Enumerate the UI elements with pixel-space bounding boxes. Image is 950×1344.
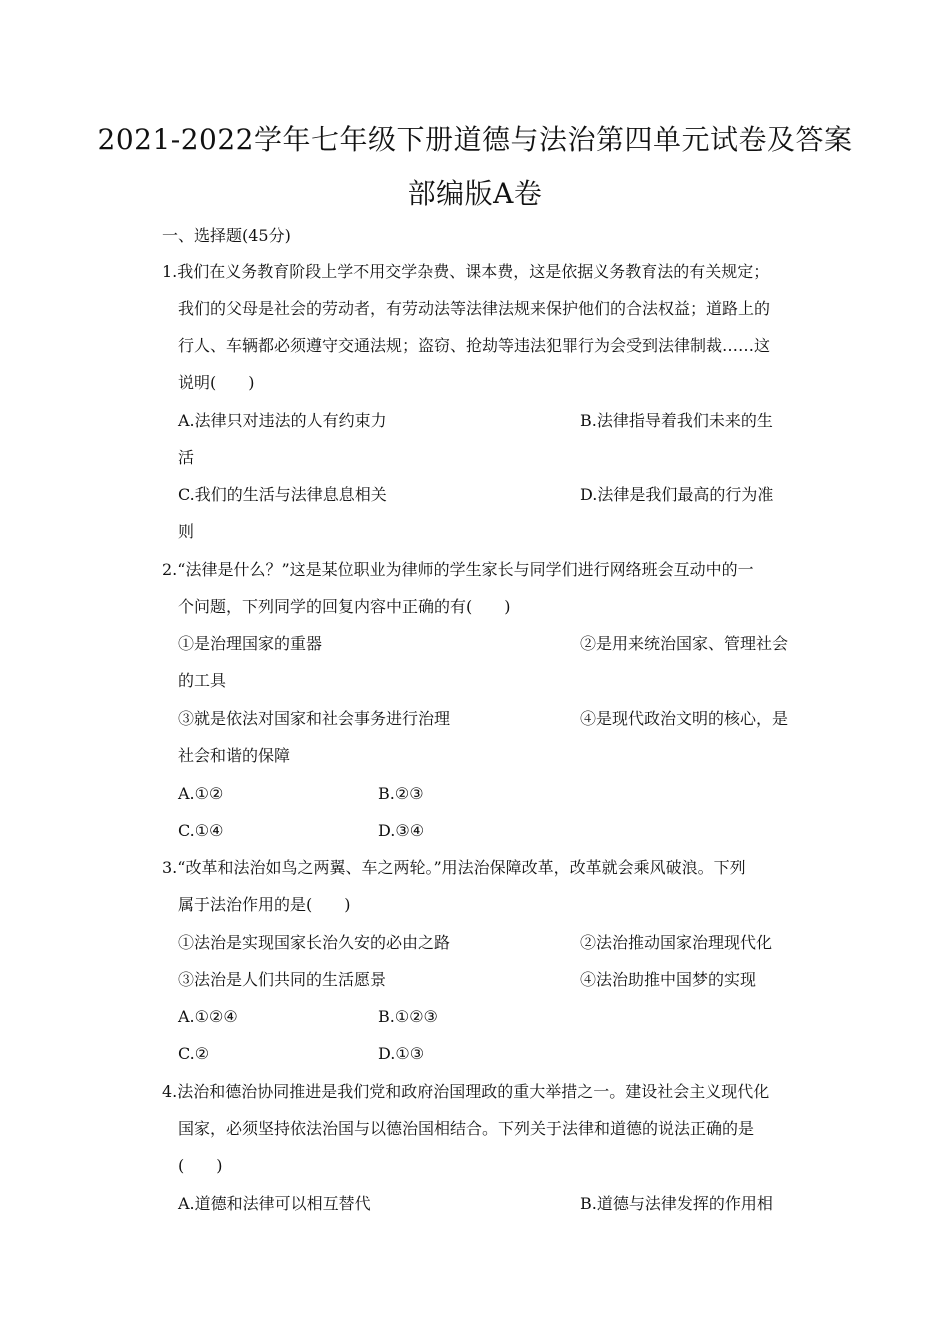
question-3-option-b: B.①②③ — [378, 1007, 438, 1026]
question-1-line-1: 1.我们在义务教育阶段上学不用交学杂费、课本费，这是依据义务教育法的有关规定； — [162, 262, 770, 281]
question-2-statement-1: ①是治理国家的重器 — [178, 634, 323, 653]
question-3-line-2: 属于法治作用的是( ) — [178, 895, 351, 914]
question-1-line-2: 我们的父母是社会的劳动者，有劳动法等法律法规来保护他们的合法权益；道路上的 — [178, 299, 771, 318]
question-3-statement-4: ④法治助推中国梦的实现 — [580, 970, 757, 989]
question-2-statement-4: ④是现代政治文明的核心，是 — [580, 709, 789, 728]
question-2-line-1: 2.“法律是什么？”这是某位职业为律师的学生家长与同学们进行网络班会互动中的一 — [162, 560, 754, 579]
question-3-statement-1: ①法治是实现国家长治久安的必由之路 — [178, 933, 451, 952]
question-2-statement-2: ②是用来统治国家、管理社会 — [580, 634, 789, 653]
question-3-option-d: D.①③ — [378, 1044, 425, 1063]
section-heading: 一、选择题(45分) — [162, 226, 291, 245]
question-1-option-a: A.法律只对违法的人有约束力 — [178, 411, 387, 430]
question-2-option-b: B.②③ — [378, 784, 424, 803]
question-2-line-2: 个问题，下列同学的回复内容中正确的有( ) — [178, 597, 511, 616]
question-2-option-c: C.①④ — [178, 821, 224, 840]
question-4-option-a: A.道德和法律可以相互替代 — [178, 1194, 371, 1213]
question-1-line-3: 行人、车辆都必须遵守交通法规；盗窃、抢劫等违法犯罪行为会受到法律制裁……这 — [178, 336, 771, 355]
question-1-option-b-wrap: 活 — [178, 448, 195, 467]
question-3-statement-2: ②法治推动国家治理现代化 — [580, 933, 773, 952]
question-2-option-d: D.③④ — [378, 821, 425, 840]
question-2-option-a: A.①② — [178, 784, 224, 803]
question-3-option-c: C.② — [178, 1044, 210, 1063]
question-2-statement-4-wrap: 社会和谐的保障 — [178, 746, 291, 765]
question-1-line-4: 说明( ) — [178, 373, 255, 392]
question-3-line-1: 3.“改革和法治如鸟之两翼、车之两轮。”用法治保障改革，改革就会乘风破浪。下列 — [162, 858, 746, 877]
question-3-statement-3: ③法治是人们共同的生活愿景 — [178, 970, 387, 989]
question-1-option-d-wrap: 则 — [178, 522, 195, 541]
question-1-option-c: C.我们的生活与法律息息相关 — [178, 485, 387, 504]
document-title-line1: 2021-2022学年七年级下册道德与法治第四单元试卷及答案 — [97, 123, 853, 156]
question-1-option-b: B.法律指导着我们未来的生 — [580, 411, 773, 430]
question-2-statement-3: ③就是依法对国家和社会事务进行治理 — [178, 709, 451, 728]
document-title-line2: 部编版A卷 — [407, 177, 543, 210]
question-2-statement-2-wrap: 的工具 — [178, 671, 227, 690]
question-4-line-2: 国家，必须坚持依法治国与以德治国相结合。下列关于法律和道德的说法正确的是 — [178, 1119, 755, 1138]
question-4-option-b: B.道德与法律发挥的作用相 — [580, 1194, 773, 1213]
question-4-line-1: 4.法治和德治协同推进是我们党和政府治国理政的重大举措之一。建设社会主义现代化 — [162, 1082, 770, 1101]
question-1-option-d: D.法律是我们最高的行为准 — [580, 485, 774, 504]
question-3-option-a: A.①②④ — [178, 1007, 238, 1026]
question-4-line-3: ( ) — [178, 1156, 223, 1175]
